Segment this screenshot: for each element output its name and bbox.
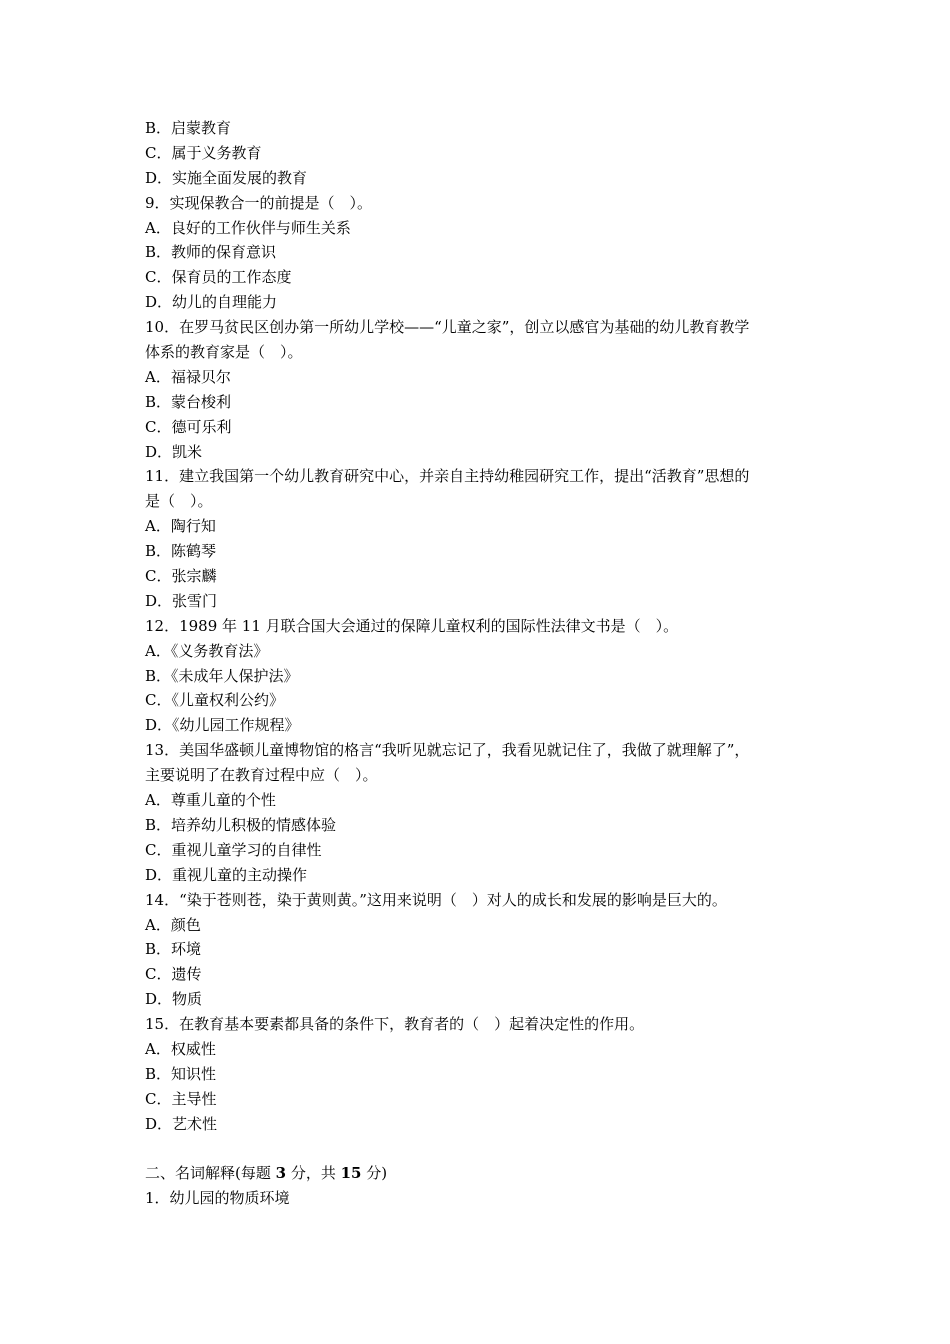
text-line: B．陈鹤琴: [145, 542, 217, 561]
text-line: A．良好的工作伙伴与师生关系: [145, 218, 351, 237]
text-line: 体系的教育家是（ ）。: [145, 343, 303, 362]
text-line: C．遗传: [145, 965, 202, 984]
text-line: C．主导性: [145, 1089, 217, 1108]
text-line: B．教师的保育意识: [145, 243, 277, 262]
text-line: 9．实现保教合一的前提是（ ）。: [145, 193, 373, 212]
section-heading-mid: 分，共: [286, 1164, 341, 1183]
text-line: B．培养幼儿积极的情感体验: [145, 815, 337, 834]
document-page: [145, 116, 815, 1211]
text-line: 13．美国华盛顿儿童博物馆的格言“我听见就忘记了，我看见就记住了，我做了就理解了”，: [145, 741, 750, 760]
section-heading-suffix: 分): [361, 1164, 388, 1183]
text-line: B．知识性: [145, 1064, 217, 1083]
section-points-each: 3: [275, 1164, 287, 1183]
text-line: D．物质: [145, 990, 203, 1009]
text-line: B．启蒙教育: [145, 119, 232, 137]
text-line: A．尊重儿童的个性: [145, 791, 276, 810]
text-line: 是（ ）。: [145, 492, 213, 511]
text-line: A．福禄贝尔: [145, 367, 231, 386]
text-line: 12．1989 年 11 月联合国大会通过的保障儿童权利的国际性法律文书是（ ）。: [145, 616, 679, 635]
text-line: 14．“染于苍则苍，染于黄则黄。”这用来说明（ ）对人的成长和发展的影响是巨大的。: [145, 890, 727, 909]
text-line: 11．建立我国第一个幼儿教育研究中心，并亲自主持幼稚园研究工作，提出“活教育”思想的: [145, 467, 750, 486]
text-line: 10．在罗马贫民区创办第一所幼儿学校——“儿童之家”，创立以感官为基础的幼儿教育教学: [145, 318, 750, 337]
text-line: D．张雪门: [145, 591, 218, 610]
text-line: C．保育员的工作态度: [145, 268, 292, 287]
text-line: 15．在教育基本要素都具备的条件下，教育者的（ ）起着决定性的作用。: [145, 1015, 645, 1034]
section-heading: [145, 1161, 815, 1186]
text-line: D．幼儿的自理能力: [145, 293, 278, 312]
text-line: C．属于义务教育: [145, 143, 262, 162]
term-item: 1．幼儿园的物质环境: [145, 1189, 290, 1208]
text-line: D．艺术性: [145, 1114, 218, 1133]
text-line: D．重视儿童的主动操作: [145, 865, 308, 884]
text-line: B．蒙台梭利: [145, 392, 232, 411]
section-gap: [145, 1137, 815, 1162]
text-line: D．实施全面发展的教育: [145, 168, 308, 187]
text-line: B．《未成年人保护法》: [145, 666, 299, 685]
text-line: 主要说明了在教育过程中应（ ）。: [145, 766, 378, 785]
text-line: A．陶行知: [145, 517, 216, 536]
text-line: D．凯米: [145, 442, 203, 461]
text-line: C．重视儿童学习的自律性: [145, 840, 322, 859]
text-line: C．《儿童权利公约》: [145, 691, 284, 710]
text-line: D．《幼儿园工作规程》: [145, 716, 300, 735]
section-heading-prefix: 二、名词解释(每题: [145, 1164, 276, 1183]
text-line: C．张宗麟: [145, 567, 217, 586]
text-line: A．颜色: [145, 915, 201, 934]
section-points-total: 15: [340, 1164, 362, 1183]
text-line: A．《义务教育法》: [145, 641, 269, 660]
text-line: C．德可乐利: [145, 417, 232, 436]
text-line: A．权威性: [145, 1039, 216, 1058]
text-line: B．环境: [145, 940, 202, 959]
question-list: [145, 116, 815, 1137]
